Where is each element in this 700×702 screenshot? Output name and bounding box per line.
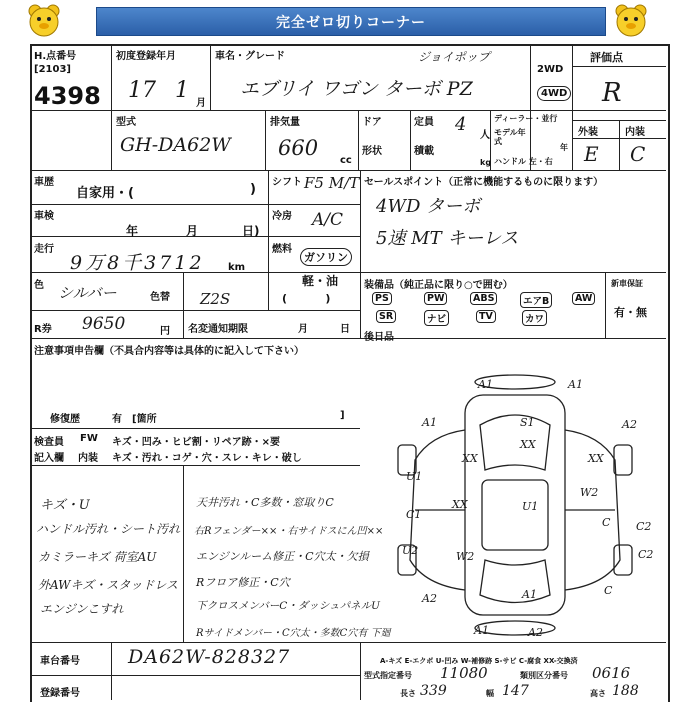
lot-number: 4398 [34,82,101,110]
damage-mark: A2 [528,626,543,639]
model-year-label: モデル年式 [494,128,526,146]
page-title-banner: 完全ゼロ切りコーナー [96,7,606,36]
remark-left-2: ハンドル汚れ・シート汚れ [36,522,181,536]
displacement-unit: cc [340,155,352,166]
spec-value: 11080 [440,664,488,682]
lot-label: H.点番号 [34,51,77,62]
inspector-label: 検査員 [34,437,64,448]
drive-2wd: 2WD [537,64,564,75]
lot-code: [2103] [34,64,71,75]
damage-legend: A-キズ E-エクボ U-凹み W-補修跡 S-サビ C-腐食 XX-交換済 [380,657,578,665]
color-code-label: 色替 [150,292,170,303]
damage-mark: A1 [568,378,583,391]
width-value: 147 [502,683,529,699]
door-label: ドア [362,117,382,128]
damage-mark: A1 [474,624,489,637]
entry-label: 記入欄 [34,453,64,464]
remark-left-1: キズ・U [40,498,90,513]
handle-label: ハンドル 左・右 [494,157,553,166]
remark-right-3: エンジンルーム修正・C穴太・欠損 [196,550,369,563]
damage-mark: C [604,584,613,597]
damage-mark: C2 [636,520,652,533]
damage-mark: U2 [402,544,419,557]
height-label: 高さ [590,689,606,698]
equip-abs: ABS [470,292,497,305]
inspector-int-items: キズ・汚れ・コゲ・穴・スレ・キレ・破し [112,453,302,464]
inspection-month: 月 [186,224,199,238]
name-change-day: 日 [340,324,350,335]
rear-seat-label: 後日品 [364,332,394,343]
remark-right-5: 下クロスメンバーC・ダッシュパネルU [196,600,380,612]
repair-place: [箇所 [132,414,157,425]
equip-leather: カワ [522,310,547,326]
recycle-label: R券 [34,324,52,335]
car-name: エブリイ ワゴン ターボ PZ [240,78,473,100]
mileage-unit: km [228,262,246,273]
drive-4wd: 4WD [537,86,571,101]
length-label: 長さ [400,689,416,698]
remark-right-2: 右Rフェンダー××・右サイドスにん凹×× [194,526,384,537]
usage-close: ) [250,182,256,197]
damage-mark: C2 [638,548,654,561]
recycle-value: 9650 [82,314,126,334]
class-label: 類別区分番号 [520,671,568,680]
usage-label: 車歴 [34,177,54,188]
remark-right-6: Rサイドメンバー・C穴太・多数C穴有 下廻 [196,628,391,639]
damage-mark: U1 [522,500,539,513]
fuel-other: ( ) [282,292,331,305]
rating-value: R [602,78,622,108]
recycle-unit: 円 [160,326,170,337]
class-value: 0616 [592,664,631,682]
inspector-int: 内装 [78,453,98,464]
inspection-label: 車検 [34,211,54,222]
repair-bracket: ] [340,410,345,421]
repair-history-value: 有 [112,414,122,425]
inspection-year: 年 [126,224,139,238]
car-name-label: 車名・グレード [215,51,285,62]
displacement-label: 排気量 [270,117,300,128]
damage-mark: XX [462,452,478,465]
damage-mark: XX [452,498,468,511]
capacity-unit: 人 [480,130,490,141]
chassis-value: DA62W-828327 [128,646,291,668]
registration-label: 登録番号 [40,688,80,699]
equip-aw: AW [572,292,595,305]
length-value: 339 [420,683,447,699]
damage-mark: XX [520,438,536,451]
equipment-label: 装備品（純正品に限り○で囲む） [364,280,513,291]
remark-right-4: Rフロア修正・C穴 [196,576,290,589]
selling-label: セールスポイント（正常に機能するものに限ります） [364,177,604,188]
notes-label: 注意事項申告欄（不具合内容等は具体的に記入して下さい） [34,346,304,357]
exterior-label: 外装 [578,127,598,138]
load-unit: kg [480,158,492,167]
first-reg-month-unit: 月 [196,98,206,109]
fuel-gasoline: ガソリン [300,248,352,266]
remark-right-1: 天井汚れ・C多数・窓取りC [196,496,334,509]
first-reg-label: 初度登録年月 [116,51,176,62]
damage-mark: A2 [422,592,437,605]
remark-left-5: エンジンこすれ [40,602,124,616]
damage-mark: C [602,516,611,529]
damage-mark: A1 [478,378,493,391]
damage-mark: W2 [456,550,475,563]
equip-sr: SR [376,310,396,323]
fuel-label: 燃料 [272,244,292,255]
equip-navi: ナビ [424,310,449,326]
usage-value: 自家用・( [76,186,134,201]
capacity-label: 定員 [414,117,434,128]
damage-mark: A1 [522,588,537,601]
name-change-month: 月 [298,324,308,335]
fuel-diesel: 軽・油 [302,274,339,288]
first-reg-month: 1 [175,78,189,103]
capacity-value: 4 [455,114,467,135]
damage-mark: S1 [520,416,535,429]
chassis-label: 車台番号 [40,656,80,667]
color-value: シルバー [58,284,117,302]
model-year-unit: 年 [560,143,568,152]
damage-mark: XX [588,452,604,465]
load-label: 積載 [414,146,434,157]
damage-mark: A1 [422,416,437,429]
interior-label: 内装 [625,127,645,138]
color-label: 色 [34,280,44,291]
width-label: 幅 [486,689,494,698]
damage-mark: W2 [580,486,599,499]
shift-label: シフト [272,177,302,188]
damage-mark: U1 [406,470,423,483]
door-form-label: 形状 [362,146,382,157]
dealer-label: ディーラー・並行 [494,114,558,123]
damage-mark: C1 [406,508,422,521]
mileage-value: 9万8千3712 [70,252,205,274]
inspector-fw-items: キズ・凹み・ヒビ割・リペア跡・×要 [112,437,280,448]
inspector-fw: FW [80,433,98,444]
rating-label: 評価点 [590,51,623,64]
mileage-label: 走行 [34,244,54,255]
remark-left-4: 外AWキズ・スタッドレス [38,578,178,592]
interior-value: C [630,142,646,166]
new-warranty-label: 新車保証 [611,279,643,288]
equip-airbag: エアB [520,292,552,308]
remark-left-3: カミラーキズ 荷室AU [38,550,157,564]
new-warranty-value: 有・無 [614,306,647,319]
bear-mascot-left-icon [26,2,62,38]
ac-value: A/C [312,210,344,230]
selling-line-1: 4WD ターボ [376,196,481,217]
equip-tv: TV [476,310,496,323]
car-note: ジョイポップ [418,50,490,64]
model-label: 型式 [116,117,136,128]
inspection-day: 日) [242,224,260,238]
spec-label: 型式指定番号 [364,671,412,680]
model-value: GH-DA62W [120,134,231,156]
equip-ps: PS [372,292,392,305]
height-value: 188 [612,683,639,699]
repair-history-label: 修復歴 [50,414,80,425]
name-change-label: 名変通知期限 [188,324,248,335]
selling-line-2: 5速 MT キーレス [376,228,519,249]
color-code: Z2S [200,290,231,308]
equip-pw: PW [424,292,447,305]
damage-mark: A2 [622,418,637,431]
first-reg-year: 17 [128,78,156,103]
ac-label: 冷房 [272,211,292,222]
displacement-value: 660 [278,136,319,160]
exterior-value: E [584,142,599,166]
bear-mascot-right-icon [613,2,649,38]
damage-diagram [370,370,666,640]
shift-value: F5 M/T [304,174,360,192]
